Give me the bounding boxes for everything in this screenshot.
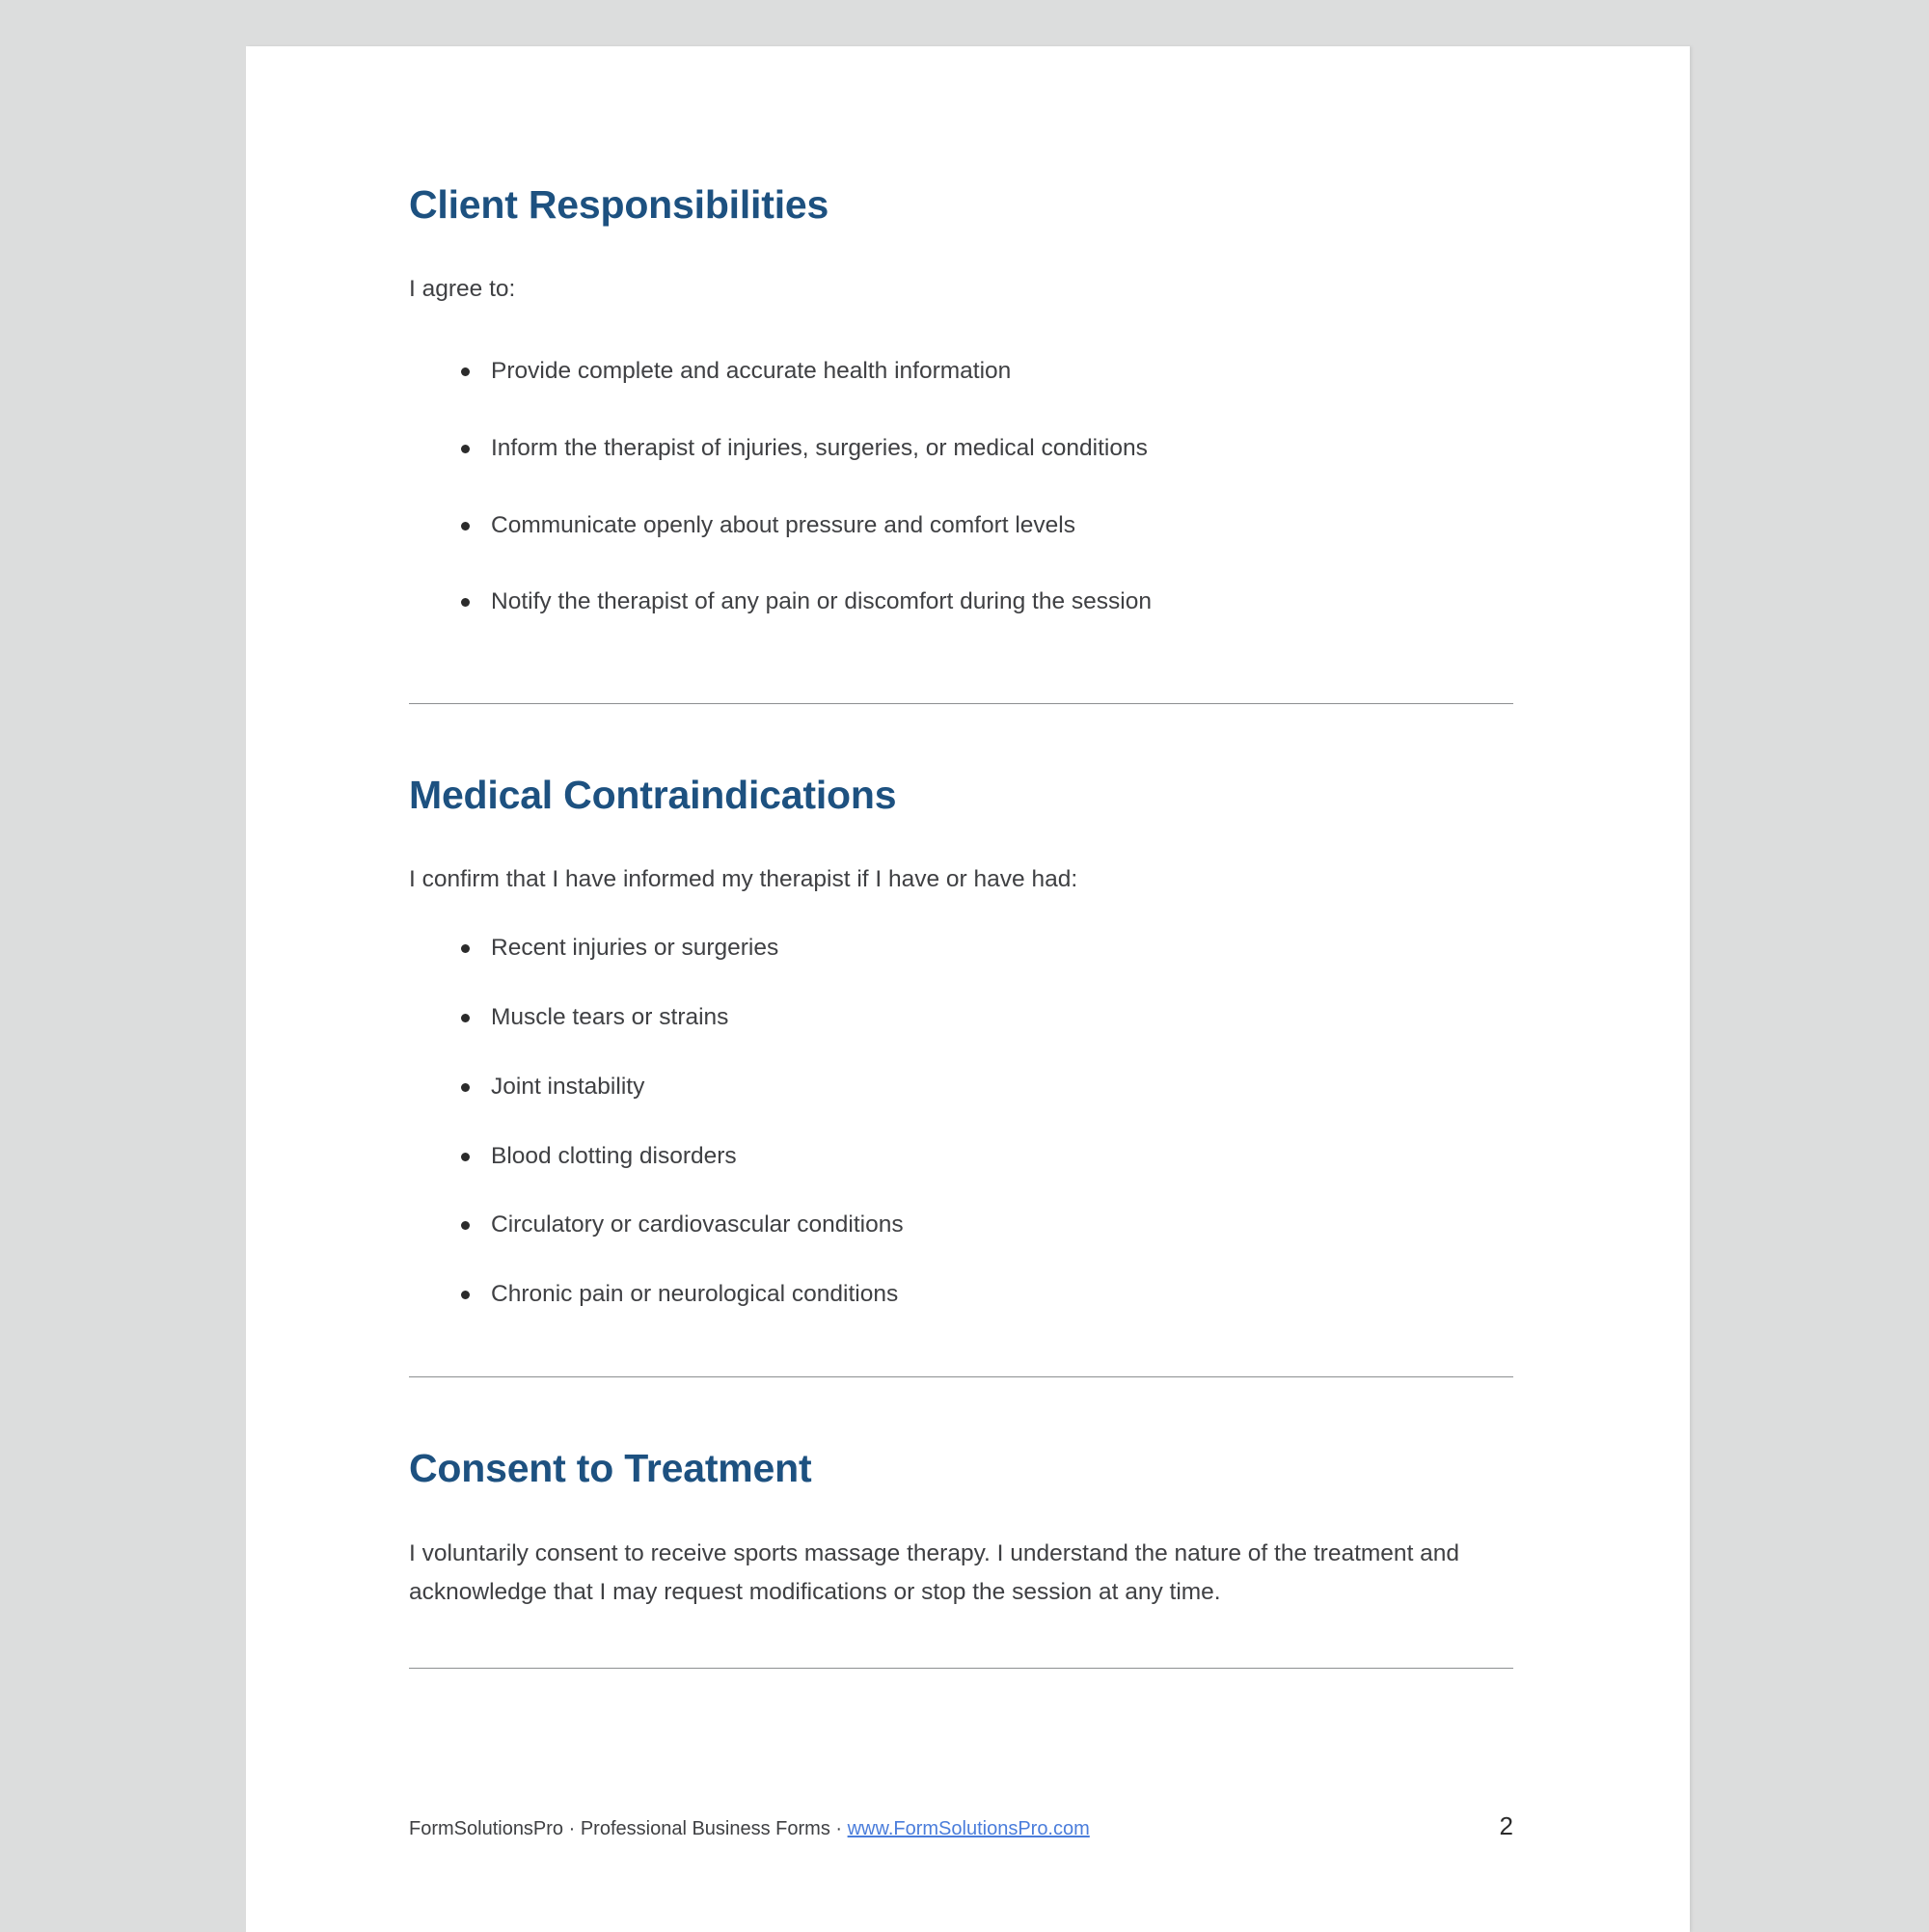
list-item — [409, 1208, 1513, 1243]
list-item-label: Circulatory or cardiovascular conditions — [491, 1211, 904, 1238]
list-item-label: Communicate openly about pressure and comfort levels — [491, 511, 1076, 538]
section-intro-client-responsibilities: I agree to: — [409, 276, 516, 303]
spacer — [409, 898, 1513, 931]
spacer — [409, 819, 1513, 861]
spacer — [409, 1313, 1513, 1376]
spacer — [409, 308, 1513, 354]
bullet-dot-icon — [461, 522, 470, 531]
section-heading-medical-contraindications: Medical Contraindications — [409, 773, 897, 818]
spacer — [409, 229, 1513, 271]
list-item — [409, 1277, 1513, 1313]
footer-brand-line — [409, 1818, 1090, 1840]
bullet-dot-icon — [461, 445, 470, 453]
list-item — [409, 431, 1513, 467]
list-item — [409, 585, 1513, 620]
list-item — [409, 1070, 1513, 1105]
footer-website-link[interactable]: www.FormSolutionsPro.com — [847, 1818, 1090, 1839]
section-heading-client-responsibilities: Client Responsibilities — [409, 182, 829, 227]
spacer — [409, 620, 1513, 703]
spacer — [409, 1492, 1513, 1535]
section-divider — [409, 1668, 1513, 1669]
page-content — [409, 181, 1513, 1669]
bullet-dot-icon — [461, 1014, 470, 1022]
list-medical-contraindications — [409, 931, 1513, 1313]
list-item-label: Muscle tears or strains — [491, 1004, 729, 1031]
list-item — [409, 1139, 1513, 1175]
consent-paragraph: I voluntarily consent to receive sports massage therapy. I understand the nature of the treatment and acknowledge that I may request modifications or stop the session at any time. — [409, 1540, 1460, 1605]
list-item-label: Provide complete and accurate health information — [491, 358, 1012, 385]
list-item-label: Inform the therapist of injuries, surgeries, or medical conditions — [491, 434, 1148, 461]
document-page — [246, 46, 1690, 1932]
list-item — [409, 931, 1513, 966]
bullet-dot-icon — [461, 1083, 470, 1092]
spacer — [409, 704, 1513, 772]
bullet-dot-icon — [461, 1153, 470, 1161]
bullet-dot-icon — [461, 944, 470, 953]
list-item — [409, 1000, 1513, 1036]
spacer — [409, 1612, 1513, 1668]
bullet-dot-icon — [461, 598, 470, 607]
bullet-dot-icon — [461, 1221, 470, 1230]
page-number: 2 — [1499, 1811, 1513, 1840]
list-item — [409, 508, 1513, 544]
footer-brand-text: FormSolutionsPro · Professional Business Forms · — [409, 1818, 848, 1839]
section-intro-medical-contraindications: I confirm that I have informed my therapist if I have or have had: — [409, 866, 1078, 893]
bullet-dot-icon — [461, 1291, 470, 1299]
page-footer — [409, 1811, 1513, 1841]
list-item — [409, 354, 1513, 390]
spacer — [409, 1377, 1513, 1445]
list-item-label: Notify the therapist of any pain or discomfort during the session — [491, 588, 1152, 615]
list-client-responsibilities — [409, 354, 1513, 620]
bullet-dot-icon — [461, 367, 470, 376]
list-item-label: Chronic pain or neurological conditions — [491, 1281, 899, 1308]
section-heading-consent-to-treatment: Consent to Treatment — [409, 1445, 812, 1490]
list-item-label: Recent injuries or surgeries — [491, 935, 779, 962]
list-item-label: Joint instability — [491, 1073, 645, 1100]
list-item-label: Blood clotting disorders — [491, 1142, 737, 1169]
